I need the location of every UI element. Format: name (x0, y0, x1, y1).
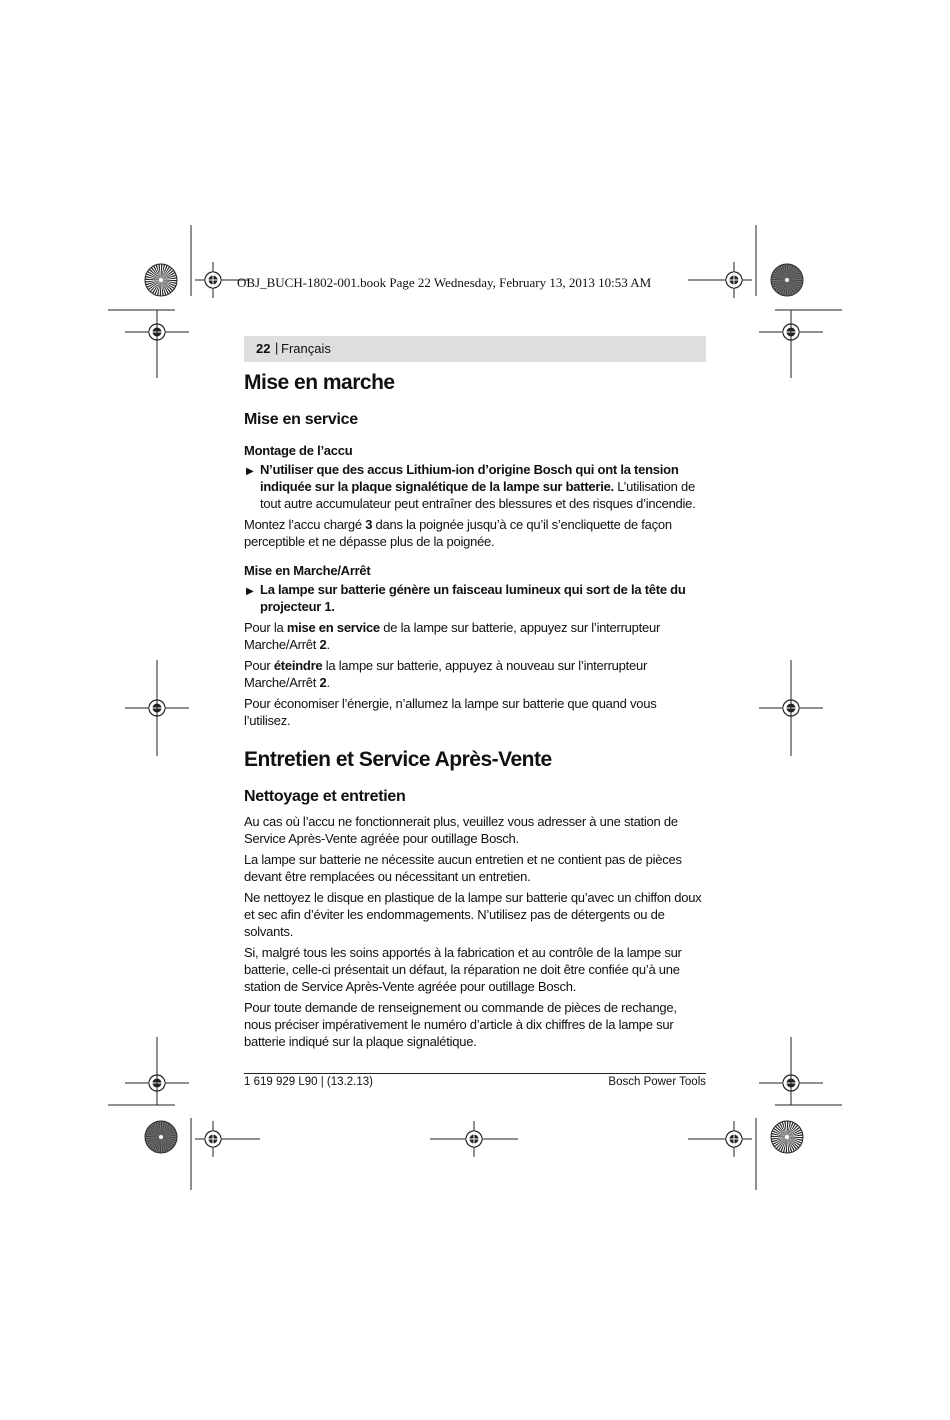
ref-number: 3 (365, 517, 373, 532)
text: . (326, 675, 330, 690)
footer-rule (244, 1073, 706, 1074)
text: Montez l’accu chargé (244, 517, 366, 532)
color-target-icon (771, 1121, 803, 1153)
bold-text: mise en service (286, 620, 380, 635)
section-subtitle-2: Nettoyage et entretien (244, 788, 406, 805)
montage-heading: Montage de l’accu (244, 443, 353, 458)
registration-mark-icon (195, 262, 231, 298)
onoff-paragraph-3: Pour économiser l’énergie, n’allumez la lampe sur batterie que quand vous l’utilisez. (244, 696, 657, 728)
warning-bold-text: N’utiliser que des accus Lithium-ion d’origine Bosch qui ont la tension indiquée sur la plaque signalétique de la lampe sur batterie. (260, 462, 679, 494)
header-separator: | (275, 340, 279, 355)
footer-brand: Bosch Power Tools (608, 1076, 706, 1088)
montage-warning (244, 461, 706, 512)
onoff-warning (244, 581, 706, 615)
footer-doc-number: 1 619 929 L90 | (13.2.13) (244, 1076, 373, 1088)
maintenance-paragraph: Au cas où l’accu ne fonctionnerait plus, veuillez vous adresser à une station de Service Après-Vente agréée pour outillage Bosch. (244, 814, 678, 846)
onoff-paragraph-2 (244, 657, 706, 691)
warning-bold-text: La lampe sur batterie génère un faisceau lumineux qui sort de la tête du projecteur 1. (260, 582, 686, 614)
maintenance-paragraph: Pour toute demande de renseignement ou commande de pièces de rechange, nous préciser impérativement le numéro d’article à dix chiffres de la lampe sur batterie indiqué sur la plaque signalétique. (244, 1000, 677, 1049)
section-title: Mise en marche (244, 371, 395, 394)
page-content (244, 366, 706, 1054)
text: Pour (244, 658, 274, 673)
text: de la lampe sur batterie, appuyez sur l’interrupteur Marche/Arrêt (244, 620, 661, 652)
montage-paragraph (244, 516, 706, 550)
bold-text: éteindre (273, 658, 323, 673)
text: . (326, 637, 330, 652)
slug-line: OBJ_BUCH-1802-001.book Page 22 Wednesday, February 13, 2013 10:53 AM (237, 275, 652, 290)
header-language: Français (281, 341, 331, 356)
color-target-icon (145, 264, 177, 296)
registration-mark-icon (195, 1121, 231, 1157)
maintenance-paragraph: Ne nettoyez le disque en plastique de la lampe sur batterie qu’avec un chiffon doux et sec afin d’éviter les endommagements. N’utilisez pas de détergents ou de solvants. (244, 890, 702, 939)
triangle-right-icon: ▶ (246, 586, 254, 597)
onoff-paragraph-1 (244, 619, 706, 653)
text: dans la poignée jusqu’à ce qu’il s’encliquette de façon perceptible et ne dépasse plus de la poignée. (244, 517, 672, 549)
color-target-icon (145, 1121, 177, 1153)
page-header-bar (244, 336, 706, 362)
text: Pour la (244, 620, 287, 635)
maintenance-paragraph: Si, malgré tous les soins apportés à la fabrication et au contrôle de la lampe sur batterie, celle-ci présentait un défaut, la réparation ne doit être confiée qu’à une station de Service Après-Vente agréée pour outillage Bosch. (244, 945, 682, 994)
ref-number: 2 (319, 675, 327, 690)
registration-mark-icon (716, 1121, 752, 1157)
onoff-heading: Mise en Marche/Arrêt (244, 563, 371, 578)
text: la lampe sur batterie, appuyez à nouveau sur l’interrupteur Marche/Arrêt (244, 658, 648, 690)
triangle-right-icon: ▶ (246, 466, 254, 477)
section-subtitle: Mise en service (244, 411, 358, 428)
registration-mark-icon (430, 1121, 518, 1157)
maintenance-paragraph: La lampe sur batterie ne nécessite aucun entretien et ne contient pas de pièces devant être remplacées ou nécessitant un entretien. (244, 852, 682, 884)
section-title-2: Entretien et Service Après-Vente (244, 748, 552, 771)
ref-number: 2 (319, 637, 327, 652)
registration-mark-icon (716, 262, 752, 298)
warning-normal-text: L’utilisation de tout autre accumulateur peut entraîner des blessures et des risques d’incendie. (260, 479, 696, 511)
page-number: 22 (256, 341, 271, 356)
color-target-icon (771, 264, 803, 296)
